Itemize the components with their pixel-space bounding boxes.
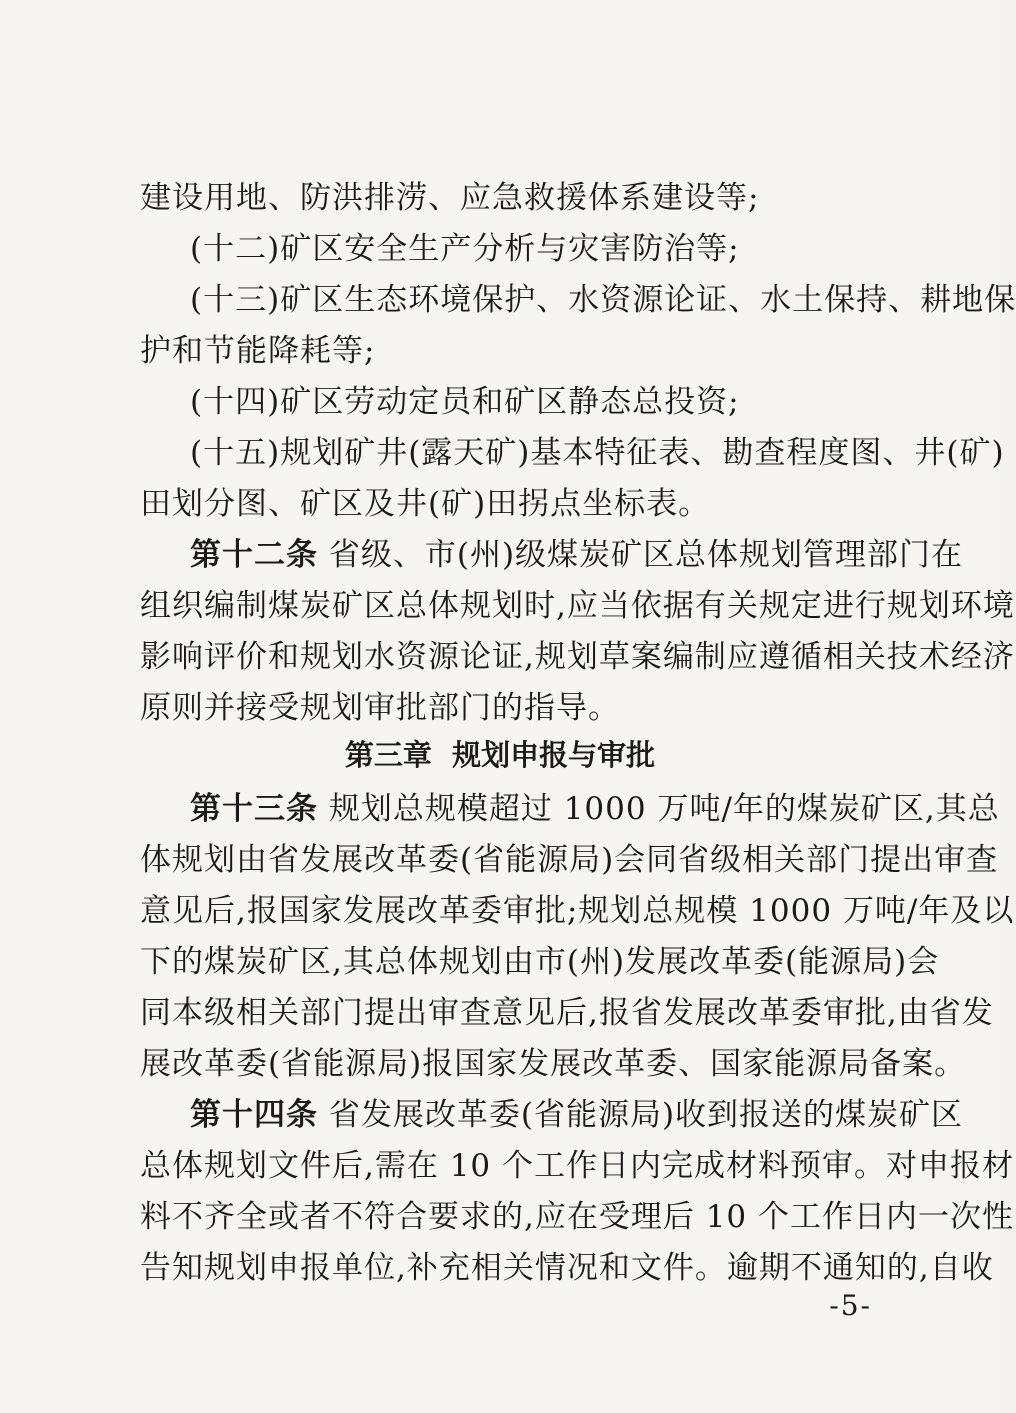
article-14-label: 第十四条 (190, 1097, 318, 1133)
article-12-text: 省级、市(州)级煤炭矿区总体规划管理部门在 (328, 537, 964, 573)
article-13-first-line (190, 789, 1000, 829)
list-item-13-continued: 护和节能降耗等; (140, 333, 376, 369)
list-item-15-continued: 田划分图、矿区及井(矿)田拐点坐标表。 (140, 486, 711, 522)
article-13-label: 第十三条 (190, 791, 318, 827)
article-13-line: 展改革委(省能源局)报国家发展改革委、国家能源局备案。 (140, 1046, 967, 1082)
article-14-first-line (190, 1095, 964, 1135)
article-13-line: 下的煤炭矿区,其总体规划由市(州)发展改革委(能源局)会 (140, 944, 940, 980)
list-item-12: (十二)矿区安全生产分析与灾害防治等; (190, 231, 740, 267)
article-12-line: 组织编制煤炭矿区总体规划时,应当依据有关规定进行规划环境 (140, 588, 1015, 624)
article-12-first-line (190, 535, 964, 575)
paragraph-line: 建设用地、防洪排涝、应急救援体系建设等; (140, 180, 760, 216)
article-13-line: 同本级相关部门提出审查意见后,报省发展改革委审批,由省发 (140, 995, 994, 1031)
article-13-line: 意见后,报国家发展改革委审批;规划总规模 1000 万吨/年及以 (140, 893, 1015, 929)
chapter-heading: 第三章 规划申报与审批 (344, 738, 656, 772)
article-13-line: 体规划由省发展改革委(省能源局)会同省级相关部门提出审查 (140, 842, 999, 878)
list-item-14: (十四)矿区劳动定员和矿区静态总投资; (190, 384, 740, 420)
article-14-line: 料不齐全或者不符合要求的,应在受理后 10 个工作日内一次性 (140, 1199, 1015, 1235)
article-13-text: 规划总规模超过 1000 万吨/年的煤炭矿区,其总 (328, 791, 1000, 827)
article-12-label: 第十二条 (190, 537, 318, 573)
list-item-13: (十三)矿区生态环境保护、水资源论证、水土保持、耕地保 (190, 282, 1016, 318)
article-14-text: 省发展改革委(省能源局)收到报送的煤炭矿区 (328, 1097, 964, 1133)
article-12-line: 原则并接受规划审批部门的指导。 (140, 690, 620, 726)
article-14-line: 告知规划申报单位,补充相关情况和文件。逾期不通知的,自收 (140, 1250, 994, 1286)
article-12-line: 影响评价和规划水资源论证,规划草案编制应遵循相关技术经济 (140, 639, 1015, 675)
article-14-line: 总体规划文件后,需在 10 个工作日内完成材料预审。对申报材 (140, 1148, 1015, 1184)
list-item-15: (十五)规划矿井(露天矿)基本特征表、勘查程度图、井(矿) (190, 435, 1005, 471)
page-number: -5- (829, 1289, 872, 1322)
